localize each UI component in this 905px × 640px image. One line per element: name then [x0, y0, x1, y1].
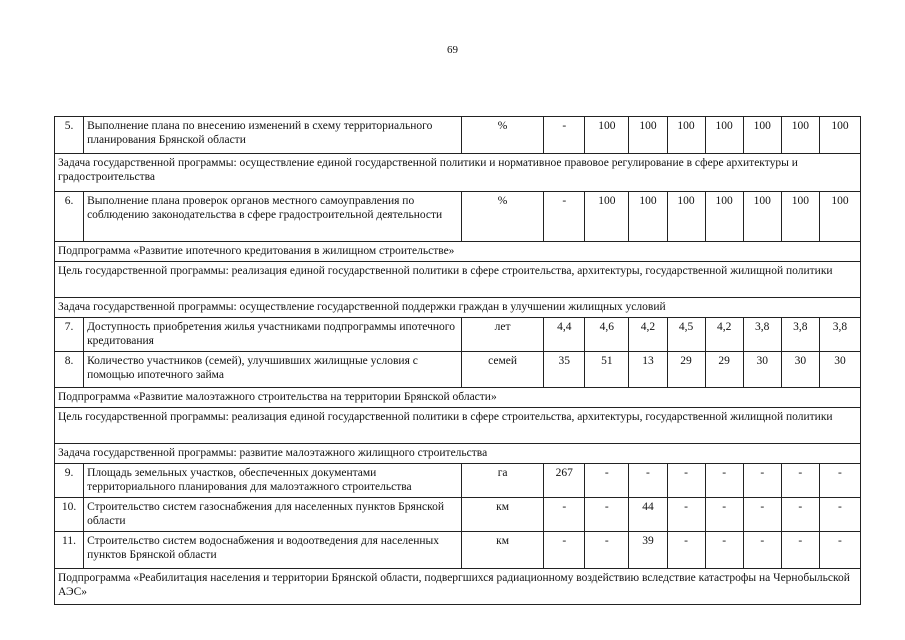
value-cell: 100 — [819, 192, 860, 242]
section-row — [55, 154, 861, 192]
indicator-row — [55, 498, 861, 532]
unit-cell: км — [462, 498, 544, 532]
section-text: Задача государственной программы: осуществление государственной поддержки граждан в улучшении жилищных условий — [55, 298, 861, 318]
row-number: 8. — [55, 352, 84, 388]
value-cell: 30 — [819, 352, 860, 388]
value-cell: 4,4 — [544, 318, 585, 352]
value-cell: - — [743, 464, 781, 498]
value-cell: - — [743, 532, 781, 569]
value-cell: 29 — [667, 352, 705, 388]
value-cell: 30 — [743, 352, 781, 388]
value-cell: - — [667, 498, 705, 532]
value-cell: - — [544, 498, 585, 532]
value-cell: - — [544, 192, 585, 242]
value-cell: 100 — [629, 192, 667, 242]
value-cell: 30 — [781, 352, 819, 388]
value-cell: 3,8 — [743, 318, 781, 352]
value-cell: - — [781, 498, 819, 532]
section-row — [55, 242, 861, 262]
indicator-row — [55, 318, 861, 352]
page-number: 69 — [447, 44, 458, 56]
value-cell: - — [781, 532, 819, 569]
value-cell: 3,8 — [781, 318, 819, 352]
value-cell: 4,5 — [667, 318, 705, 352]
unit-cell: га — [462, 464, 544, 498]
value-cell: 100 — [781, 117, 819, 154]
value-cell: 100 — [743, 117, 781, 154]
value-cell: 100 — [819, 117, 860, 154]
section-text: Подпрограмма «Развитие ипотечного кредитования в жилищном строительстве» — [55, 242, 861, 262]
value-cell: - — [819, 464, 860, 498]
row-number: 7. — [55, 318, 84, 352]
value-cell: 4,6 — [585, 318, 629, 352]
row-number: 11. — [55, 532, 84, 569]
indicator-name: Доступность приобретения жилья участниками подпрограммы ипотечного кредитования — [84, 318, 462, 352]
value-cell: 100 — [781, 192, 819, 242]
value-cell: 29 — [705, 352, 743, 388]
value-cell: 3,8 — [819, 318, 860, 352]
unit-cell: % — [462, 192, 544, 242]
section-text: Задача государственной программы: развитие малоэтажного жилищного строительства — [55, 444, 861, 464]
unit-cell: % — [462, 117, 544, 154]
unit-cell: км — [462, 532, 544, 569]
indicator-row — [55, 464, 861, 498]
value-cell: - — [585, 498, 629, 532]
row-number: 10. — [55, 498, 84, 532]
indicator-name: Строительство систем водоснабжения и водоотведения для населенных пунктов Брянской области — [84, 532, 462, 569]
section-row — [55, 262, 861, 298]
value-cell: 35 — [544, 352, 585, 388]
value-cell: 44 — [629, 498, 667, 532]
value-cell: 13 — [629, 352, 667, 388]
value-cell: 100 — [743, 192, 781, 242]
value-cell: - — [705, 498, 743, 532]
value-cell: 100 — [667, 192, 705, 242]
indicator-name: Выполнение плана по внесению изменений в схему территориального планирования Брянской области — [84, 117, 462, 154]
indicators-table — [54, 116, 861, 605]
indicator-row — [55, 192, 861, 242]
value-cell: 100 — [705, 117, 743, 154]
value-cell: 4,2 — [705, 318, 743, 352]
value-cell: 100 — [585, 192, 629, 242]
value-cell: 267 — [544, 464, 585, 498]
value-cell: - — [585, 532, 629, 569]
indicator-row — [55, 117, 861, 154]
value-cell: - — [705, 532, 743, 569]
section-text: Подпрограмма «Реабилитация населения и территории Брянской области, подвергшихся радиационному воздействию вследствие катастрофы на Чернобыльской АЭС» — [55, 569, 861, 605]
value-cell: - — [585, 464, 629, 498]
section-text: Подпрограмма «Развитие малоэтажного строительства на территории Брянской области» — [55, 388, 861, 408]
section-row — [55, 388, 861, 408]
value-cell: 39 — [629, 532, 667, 569]
value-cell: - — [743, 498, 781, 532]
section-row — [55, 569, 861, 605]
value-cell: - — [544, 532, 585, 569]
value-cell: - — [629, 464, 667, 498]
section-row — [55, 444, 861, 464]
value-cell: 100 — [629, 117, 667, 154]
row-number: 6. — [55, 192, 84, 242]
indicator-name: Строительство систем газоснабжения для населенных пунктов Брянской области — [84, 498, 462, 532]
unit-cell: семей — [462, 352, 544, 388]
section-text: Цель государственной программы: реализация единой государственной политики в сфере строительства, архитектуры, государственной жилищной политики — [55, 408, 861, 444]
value-cell: - — [819, 532, 860, 569]
value-cell: 4,2 — [629, 318, 667, 352]
value-cell: - — [667, 532, 705, 569]
section-text: Задача государственной программы: осуществление единой государственной политики и нормативное правовое регулирование в сфере архитектуры и градостроительства — [55, 154, 861, 192]
indicator-name: Площадь земельных участков, обеспеченных документами территориального планирования для малоэтажного строительства — [84, 464, 462, 498]
value-cell: 100 — [585, 117, 629, 154]
table-body — [55, 117, 861, 605]
indicator-name: Количество участников (семей), улучшивших жилищные условия с помощью ипотечного займа — [84, 352, 462, 388]
row-number: 5. — [55, 117, 84, 154]
value-cell: 51 — [585, 352, 629, 388]
unit-cell: лет — [462, 318, 544, 352]
section-row — [55, 298, 861, 318]
section-row — [55, 408, 861, 444]
value-cell: - — [819, 498, 860, 532]
section-text: Цель государственной программы: реализация единой государственной политики в сфере строительства, архитектуры, государственной жилищной политики — [55, 262, 861, 298]
value-cell: 100 — [705, 192, 743, 242]
indicator-row — [55, 532, 861, 569]
value-cell: - — [544, 117, 585, 154]
indicator-row — [55, 352, 861, 388]
indicator-name: Выполнение плана проверок органов местного самоуправления по соблюдению законодательства в сфере градостроительной деятельности — [84, 192, 462, 242]
row-number: 9. — [55, 464, 84, 498]
value-cell: - — [781, 464, 819, 498]
value-cell: - — [667, 464, 705, 498]
value-cell: - — [705, 464, 743, 498]
value-cell: 100 — [667, 117, 705, 154]
